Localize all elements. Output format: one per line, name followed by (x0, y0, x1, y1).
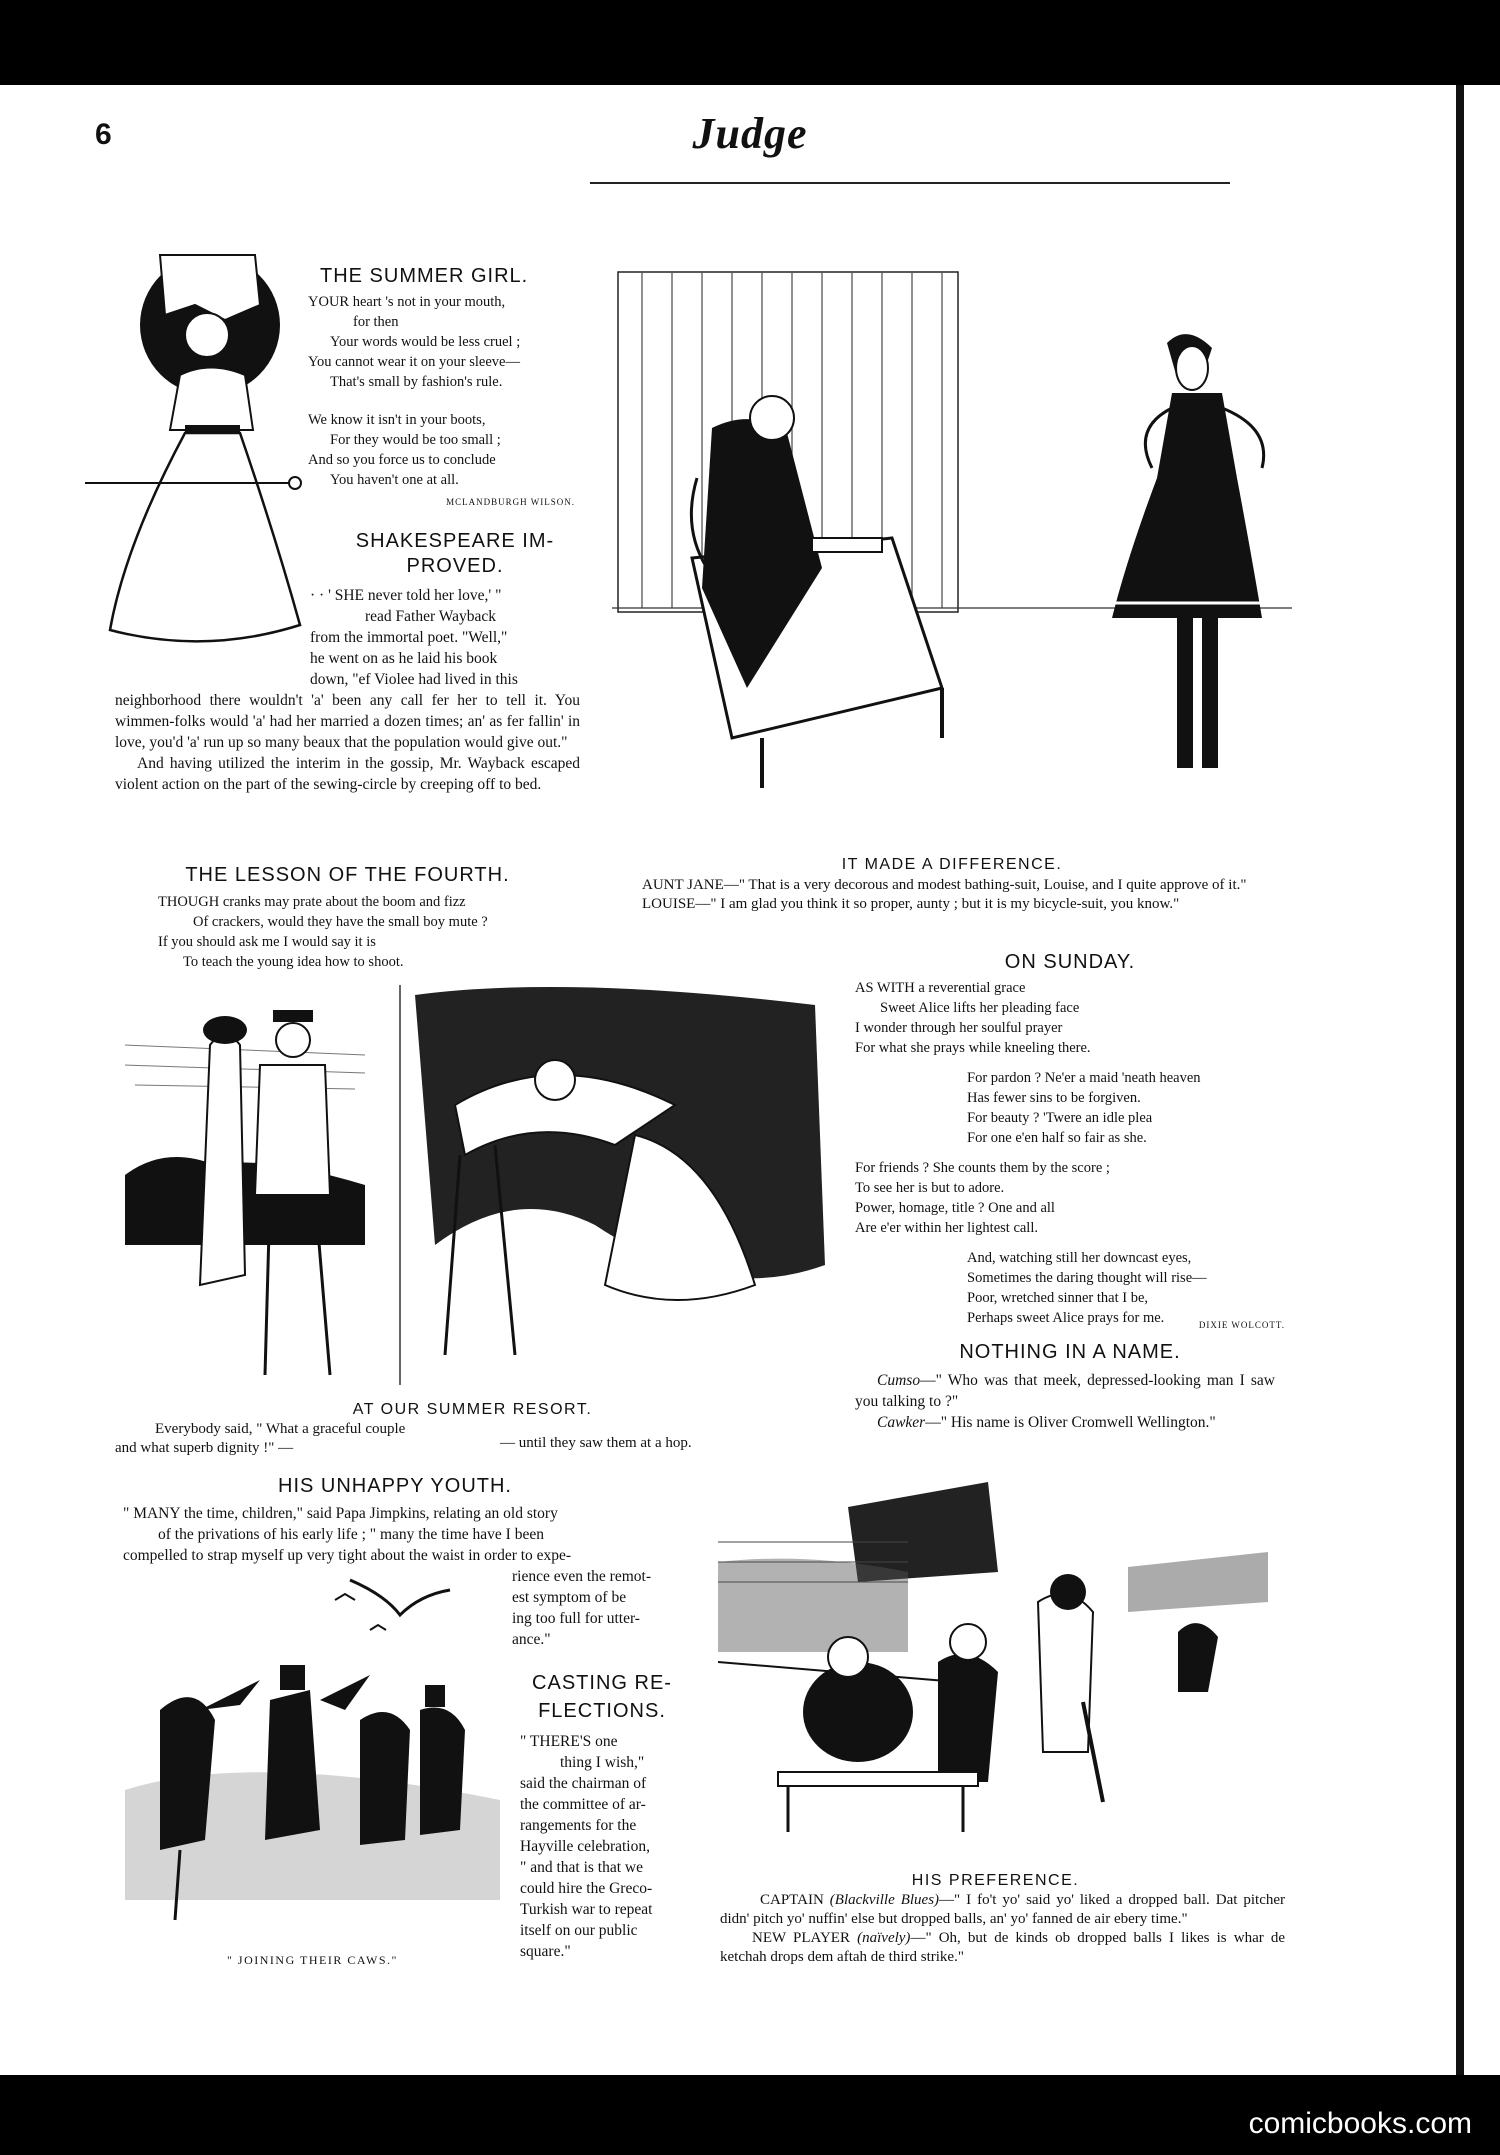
crows-caption: " JOINING THEIR CAWS." (227, 1953, 398, 1967)
poem-line: Perhaps sweet Alice prays for me. (967, 1310, 1165, 1326)
masthead: Judge (692, 109, 808, 158)
casting-title-2: FLECTIONS. (538, 1700, 666, 1722)
resort-caption-left: Everybody said, " What a graceful couple and what superb dignity !" — (115, 1421, 406, 1456)
poem-line: Your words would be less cruel ; (330, 334, 521, 350)
resort-title: AT OUR SUMMER RESORT. (352, 1401, 593, 1418)
summer-girl-author: MCLANDBURGH WILSON. (446, 497, 575, 507)
difference-illustration (612, 268, 1292, 848)
poem-line: For they would be too small ; (330, 432, 501, 448)
poem-line: Sweet Alice lifts her pleading face (880, 1000, 1080, 1016)
poem-line: YOUR heart 's not in your mouth, (308, 294, 506, 310)
name-dialogue (855, 1370, 1275, 1433)
prose-line: down, "ef Violee had lived in this (310, 671, 518, 688)
baseball-illustration (708, 1462, 1283, 1862)
summer-girl-title: THE SUMMER GIRL. (320, 265, 529, 287)
lesson-poem (158, 892, 578, 972)
adjacent-page-edge (1448, 85, 1500, 2075)
prose-line: thing I wish," (560, 1754, 645, 1771)
prose-line: Hayville celebration, (520, 1838, 650, 1855)
casting-title-1: CASTING RE- (532, 1672, 672, 1694)
poem-line: Power, homage, title ? One and all (855, 1200, 1055, 1216)
poem-line: For beauty ? 'Twere an idle plea (967, 1110, 1153, 1126)
paragraph (855, 1412, 1275, 1433)
dialogue-text: —" I am glad you think it so proper, aunty ; but it is my bicycle-suit, you know." (695, 896, 1180, 912)
prose-line: said the chairman of (520, 1775, 647, 1792)
poem-line: Poor, wretched sinner that I be, (967, 1290, 1149, 1306)
poem-line: AS WITH a reverential grace (855, 980, 1026, 996)
page-number: 6 (95, 118, 112, 151)
poem-line: And so you force us to conclude (308, 452, 496, 468)
poem-line: To teach the young idea how to shoot. (183, 954, 404, 970)
poem-line: You haven't one at all. (330, 472, 459, 488)
prose-line: of the privations of his early life ; " many the time have I been (158, 1526, 544, 1543)
speaker-name: LOUISE (642, 896, 696, 912)
prose-line: · · ' SHE never told her love,' " (310, 587, 502, 604)
poem-line: If you should ask me I would say it is (158, 934, 376, 950)
prose-line: the committee of ar- (520, 1796, 646, 1813)
poem-line: And, watching still her downcast eyes, (967, 1250, 1192, 1266)
poem-line: Of crackers, would they have the small boy mute ? (193, 914, 488, 930)
dialogue-text: —" His name is Oliver Cromwell Wellington." (925, 1414, 1216, 1431)
poem-line: I wonder through her soulful prayer (855, 1020, 1063, 1036)
prose-line: ing too full for utter- (512, 1610, 640, 1627)
summer-girl-poem (308, 292, 578, 490)
crows-illustration (120, 1570, 505, 1950)
resort-caption-right: — until they saw them at a hop. (500, 1435, 692, 1451)
prose-line: itself on our public (520, 1922, 638, 1939)
youth-narrow-lines (512, 1566, 692, 1650)
poem-line: You cannot wear it on your sleeve— (308, 354, 520, 370)
shakespeare-title-1: SHAKESPEARE IM- (355, 530, 555, 552)
speaker-role: (naïvely) (857, 1930, 911, 1946)
dialogue-text: —" I fo't yo' said yo' liked a dropped ball. Dat pitcher didn' pitch yo' nuffin' else but dropped balls, an' yo' fanned de air ebery time." (720, 1892, 1286, 1927)
difference-title: IT MADE A DIFFERENCE. (841, 856, 1063, 873)
sunday-author: DIXIE WOLCOTT. (1198, 1320, 1285, 1330)
prose-line: " and that is that we (520, 1859, 643, 1876)
poem-line: For one e'en half so fair as she. (967, 1130, 1147, 1146)
poem-line: Are e'er within her lightest call. (855, 1220, 1038, 1236)
poem-line: To see her is but to adore. (855, 1180, 1005, 1196)
poem-line: For what she prays while kneeling there. (855, 1040, 1091, 1056)
resort-illustration (115, 985, 830, 1395)
preference-title: HIS PREFERENCE. (911, 1872, 1080, 1889)
youth-title: HIS UNHAPPY YOUTH. (278, 1475, 512, 1497)
speaker-role: (Blackville Blues) (829, 1892, 940, 1908)
paragraph (855, 1370, 1275, 1412)
poem-line: We know it isn't in your boots, (308, 412, 486, 428)
poem-line: For pardon ? Ne'er a maid 'neath heaven (967, 1070, 1201, 1086)
preference-dialogue (720, 1891, 1285, 1967)
header-rule (590, 182, 1230, 184)
prose-line: from the immortal poet. "Well," (310, 629, 508, 646)
paragraph: neighborhood there wouldn't 'a' been any call fer her to tell it. You wimmen-folks would 'a' had her married a dozen times; an' as fer fallin' in love, you'd 'a' run up so many beaux that the population would give out." (115, 692, 580, 751)
prose-line: rience even the remot- (512, 1568, 651, 1585)
shakespeare-title-2: PROVED. (406, 555, 504, 577)
dialogue-text: —" That is a very decorous and modest bathing-suit, Louise, and I quite approve of it." (723, 877, 1247, 893)
speaker-name: AUNT JANE (642, 877, 724, 893)
casting-body (520, 1731, 695, 1962)
paragraph: And having utilized the interim in the gossip, Mr. Wayback escaped violent action on the part of the sewing-circle by creeping off to bed. (115, 755, 580, 793)
speaker-name: CAPTAIN (760, 1892, 824, 1908)
speaker-name: Cawker (877, 1414, 926, 1431)
prose-line: square." (520, 1943, 571, 1960)
poem-line: Has fewer sins to be forgiven. (967, 1090, 1141, 1106)
difference-dialogue (610, 876, 1275, 914)
site-watermark: comicbooks.com (1248, 2107, 1472, 2140)
prose-line: ance." (512, 1631, 551, 1648)
sunday-poem (855, 978, 1285, 1328)
prose-line: " MANY the time, children," said Papa Jimpkins, relating an old story (123, 1505, 558, 1522)
prose-line: read Father Wayback (365, 608, 497, 625)
speaker-name: NEW PLAYER (752, 1930, 850, 1946)
name-title: NOTHING IN A NAME. (959, 1341, 1181, 1363)
poem-line: Sometimes the daring thought will rise— (967, 1270, 1207, 1286)
shakespeare-lead-lines (310, 585, 580, 690)
poem-line: For friends ? She counts them by the score ; (855, 1160, 1110, 1176)
prose-line: he went on as he laid his book (310, 650, 498, 667)
dialogue-text: —" Who was that meek, depressed-looking man I saw you talking to ?" (855, 1372, 1275, 1410)
poem-line: THOUGH cranks may prate about the boom and fizz (158, 894, 466, 910)
youth-full-lines (123, 1503, 693, 1566)
prose-line: compelled to strap myself up very tight about the waist in order to expe- (123, 1547, 572, 1564)
lesson-title: THE LESSON OF THE FOURTH. (185, 864, 510, 886)
prose-line: est symptom of be (512, 1589, 627, 1606)
poem-line: That's small by fashion's rule. (330, 374, 503, 390)
dialogue-text: —" Oh, but de kinds ob dropped balls I likes is whar de ketchah drops dem aftah de third strike." (720, 1930, 1286, 1965)
prose-line: rangements for the (520, 1817, 637, 1834)
sunday-title: ON SUNDAY. (1004, 951, 1136, 973)
prose-line: " THERE'S one (520, 1733, 618, 1750)
prose-line: Turkish war to repeat (520, 1901, 653, 1918)
shakespeare-body (115, 690, 580, 795)
summer-girl-illustration (85, 245, 310, 665)
speaker-name: Cumso (877, 1372, 921, 1389)
prose-line: could hire the Greco- (520, 1880, 653, 1897)
poem-line: for then (353, 314, 399, 330)
